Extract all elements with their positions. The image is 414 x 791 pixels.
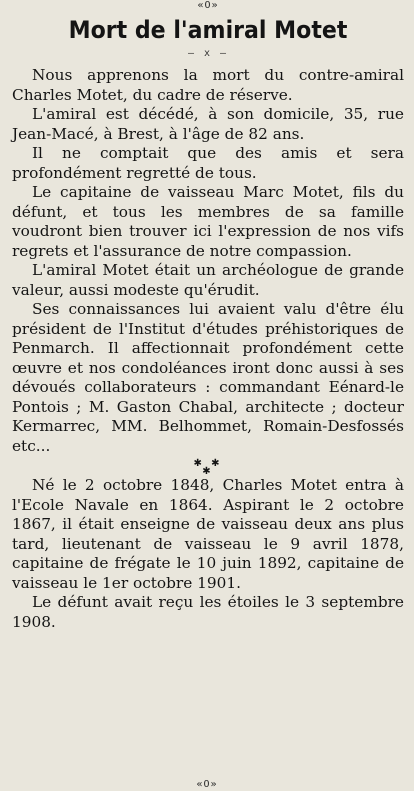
article-career — [12, 476, 404, 632]
title-separator: — x — — [187, 48, 229, 59]
headline: Mort de l'amiral Motet — [68, 16, 348, 44]
paragraph-stars-received: Le défunt avait reçu les étoiles le 3 septembre 1908. — [12, 593, 404, 631]
section-stars — [12, 456, 404, 476]
article-body — [12, 66, 404, 456]
paragraph-archaeologist: L'amiral Motet était un archéologue de grande valeur, aussi modeste qu'érudit. — [12, 261, 404, 299]
paragraph-domicile: L'amiral est décédé, à son domicile, 35, rue Jean-Macé, à Brest, à l'âge de 82 ans. — [12, 105, 404, 143]
bottom-ornament: «O» — [196, 779, 218, 790]
paragraph-family-condolences: Le capitaine de vaisseau Marc Motet, fils du défunt, et tous les membres de sa famille voudront bien trouver ici l'expression de nos vifs regrets et l'assurance de notre compassion. — [12, 183, 404, 260]
paragraph-regret: Il ne comptait que des amis et sera profondément regretté de tous. — [12, 144, 404, 182]
stars-glyphs: ✱ ✱ ✱ — [193, 458, 223, 477]
paragraph-institute: Ses connaissances lui avaient valu d'être élu président de l'Institut d'études préhistoriques de Penmarch. Il affectionnait profondément cette œuvre et nos condoléances iront donc aussi à ses dévoués collaborateurs : commandant Eénard-le Pontois ; M. Gaston Chabal, architecte ; docteur Kermarrec, MM. Belhommet, Romain-Desfossés etc... — [12, 300, 404, 455]
paragraph-death-announcement: Nous apprenons la mort du contre-amiral Charles Motet, du cadre de réserve. — [12, 66, 404, 104]
top-ornament: «O» — [197, 0, 219, 11]
paragraph-career: Né le 2 octobre 1848, Charles Motet entra à l'Ecole Navale en 1864. Aspirant le 2 octobre 1867, il était enseigne de vaisseau deux ans plus tard, lieutenant de vaisseau le 9 avril 1878, capitaine de frégate le 10 juin 1892, capitaine de vaisseau le 1er octobre 1901. — [12, 476, 404, 592]
